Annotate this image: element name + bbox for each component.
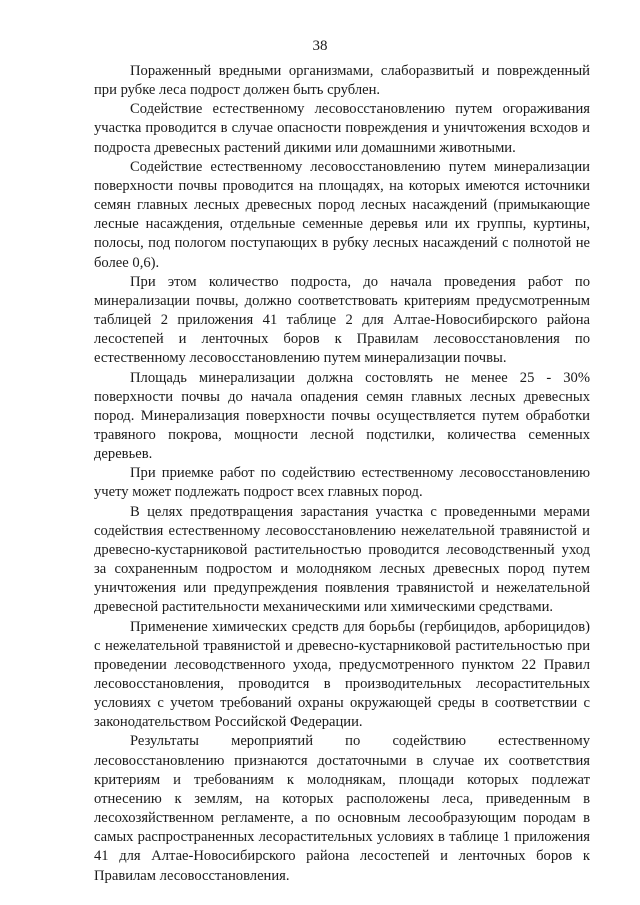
document-body	[94, 62, 590, 886]
page-number: 38	[312, 38, 328, 54]
paragraph-6: При приемке работ по содействию естественному лесовосстановлению учету может подлежать подрост всех главных пород.	[94, 465, 590, 501]
paragraph-5: Площадь минерализации должна состовлять не менее 25 - 30% поверхности почвы до начала опадения семян главных лесных древесных пород. Минерализация поверхности почвы осуществляется путем обработки травяного покрова, мощности лесной подстилки, количества семенных деревьев.	[94, 369, 590, 463]
paragraph-1: Пораженный вредными организмами, слаборазвитый и поврежденный при рубке леса подрост должен быть срублен.	[94, 63, 590, 99]
paragraph-9: Результаты мероприятий по содействию естественному лесовосстановлению признаются достаточными в случае их соответствия критериям и требованиям к молоднякам, площади которых подлежат отнесению к землям, на которых расположены леса, приведенным в лесохозяйственном регламенте, а по основным лесообразующим породам в самых распространенных лесорастительных условиях в таблице 1 приложения 41 для Алтае-Новосибирского района лесостепей и ленточных боров к Правилам лесовосстановления.	[94, 733, 590, 884]
paragraph-2: Содействие естественному лесовосстановлению путем огораживания участка проводится в случае опасности повреждения и уничтожения всходов и подроста древесных растений дикими или домашними животными.	[94, 101, 590, 156]
paragraph-8: Применение химических средств для борьбы (гербицидов, арборицидов) с нежелательной травянистой и древесно-кустарниковой растительностью при проведении лесоводственного ухода, предусмотренного пунктом 22 Правил лесовосстановления, проводится в производительных лесорастительных условиях с учетом требований охраны окружающей среды в соответствии с законодательством Российской Федерации.	[94, 618, 590, 731]
paragraph-4: При этом количество подроста, до начала проведения работ по минерализации почвы, должно соответствовать критериям предусмотренным таблицей 2 приложения 41 таблице 2 для Алтае-Новосибирского района лесостепей и ленточных боров к Правилам лесовосстановления по естественному лесовосстановлению путем минерализации почвы.	[94, 273, 590, 367]
paragraph-7: В целях предотвращения зарастания участка с проведенными мерами содействия естественному лесовосстановлению нежелательной травянистой и древесно-кустарниковой растительностью проводится лесоводственный уход за сохраненным подростом и молодняком лесных древесных пород путем уничтожения или предупреждения появления травянистой и нежелательной древесной растительности механическими или химическими средствами.	[94, 503, 590, 616]
paragraph-3: Содействие естественному лесовосстановлению путем минерализации поверхности почвы проводится на площадях, на которых имеются источники семян главных лесных древесных пород лесных насаждений (примыкающие лесные насаждения, отдельные семенные деревья или их группы, куртины, полосы, под пологом поступающих в рубку лесных насаждений с полнотой не более 0,6).	[94, 158, 590, 271]
